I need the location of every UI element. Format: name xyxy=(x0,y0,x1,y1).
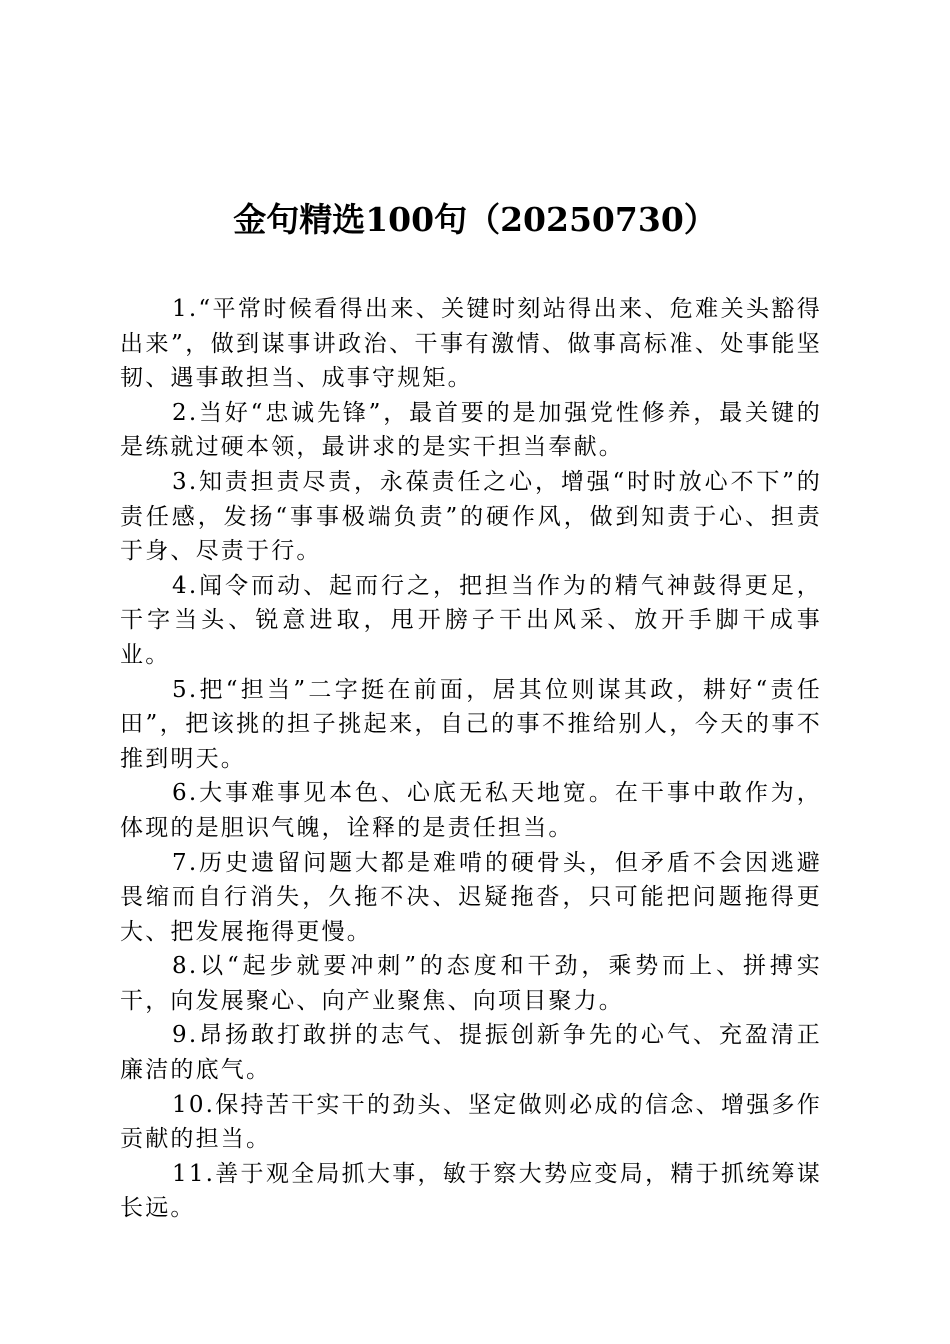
document-body xyxy=(120,292,822,1226)
paragraph-11: 11.善于观全局抓大事，敏于察大势应变局，精于抓统筹谋长远。 xyxy=(120,1160,822,1222)
paragraph-10: 10.保持苦干实干的劲头、坚定做则必成的信念、增强多作贡献的担当。 xyxy=(120,1091,822,1153)
paragraph-5: 5.把“担当”二字挺在前面，居其位则谋其政，耕好“责任田”，把该挑的担子挑起来，自己的事不推给别人，今天的事不推到明天。 xyxy=(120,676,822,772)
paragraph-9: 9.昂扬敢打敢拼的志气、提振创新争先的心气、充盈清正廉洁的底气。 xyxy=(120,1022,822,1084)
paragraph-2: 2.当好“忠诚先锋”，最首要的是加强党性修养，最关键的是练就过硬本领，最讲求的是实干担当奉献。 xyxy=(120,399,822,461)
paragraph-1: 1.“平常时候看得出来、关键时刻站得出来、危难关头豁得出来”，做到谋事讲政治、干事有激情、做事高标准、处事能坚韧、遇事敢担当、成事守规矩。 xyxy=(120,296,822,392)
paragraph-8: 8.以“起步就要冲刺”的态度和干劲，乘势而上、拼搏实干，向发展聚心、向产业聚焦、向项目聚力。 xyxy=(120,953,822,1014)
document-title: 金句精选100句（20250730） xyxy=(233,200,717,239)
paragraph-4: 4.闻令而动、起而行之，把担当作为的精气神鼓得更足，干字当头、锐意进取，甩开膀子干出风采、放开手脚干成事业。 xyxy=(120,572,822,668)
paragraph-3: 3.知责担责尽责，永葆责任之心，增强“时时放心不下”的责任感，发扬“事事极端负责”的硬作风，做到知责于心、担责于身、尽责于行。 xyxy=(120,468,822,565)
paragraph-7: 7.历史遗留问题大都是难啃的硬骨头，但矛盾不会因逃避畏缩而自行消失，久拖不决、迟疑拖沓，只可能把问题拖得更大、把发展拖得更慢。 xyxy=(120,849,822,945)
paragraph-6: 6.大事难事见本色、心底无私天地宽。在干事中敢作为，体现的是胆识气魄，诠释的是责任担当。 xyxy=(120,780,822,841)
